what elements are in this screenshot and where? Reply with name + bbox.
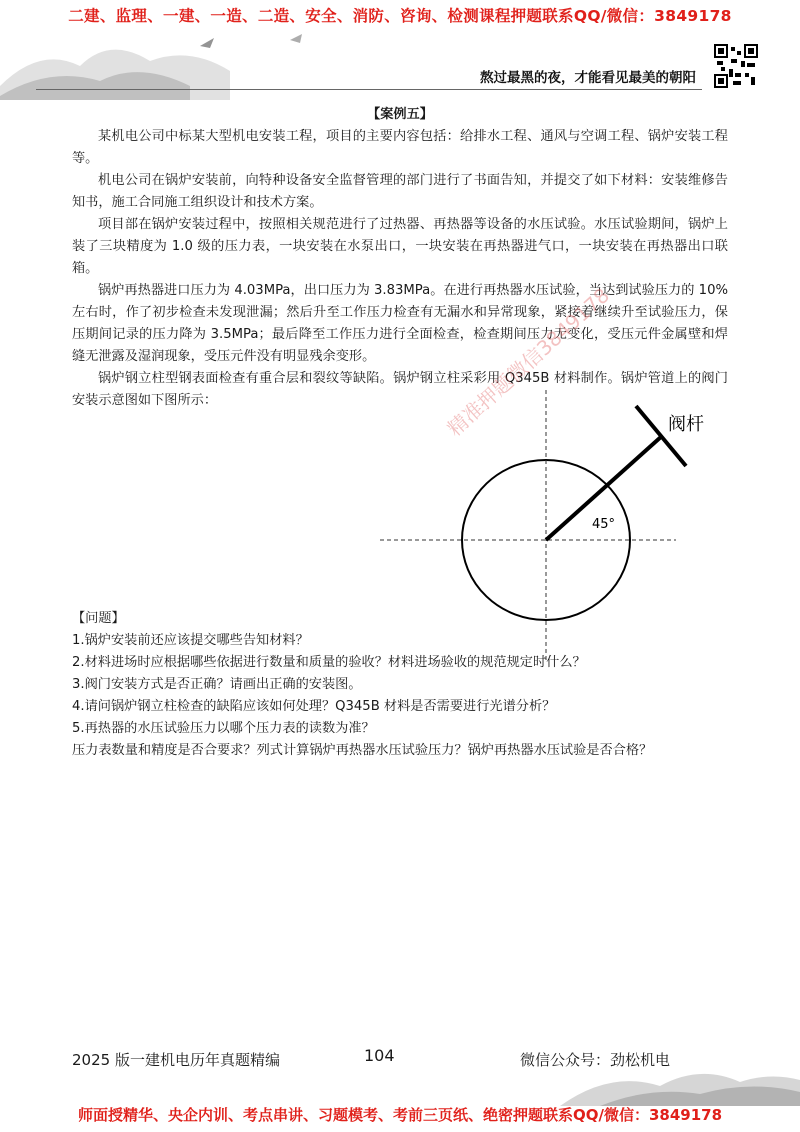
question-item: 1.锅炉安装前还应该提交哪些告知材料？	[72, 633, 309, 648]
footer-book-title: 2025 版一建机电历年真题精编	[72, 1051, 280, 1069]
case-title: 【案例五】	[367, 107, 433, 122]
case-content	[72, 104, 728, 412]
top-banner: 二建、监理、一建、一造、二造、安全、消防、咨询、检测课程押题联系QQ/微信：3849178	[68, 7, 732, 25]
question-item: 3.阀门安装方式是否正确？请画出正确的安装图。	[72, 677, 362, 692]
angle-label: 45°	[592, 517, 616, 532]
case-paragraph: 某机电公司中标某大型机电安装工程，项目的主要内容包括：给排水工程、通风与空调工程、锅炉安装工程等。	[72, 129, 728, 166]
valve-stem-label: 阀杆	[668, 414, 704, 435]
motto: 熬过最黑的夜，才能看见最美的朝阳	[480, 70, 696, 86]
case-paragraph: 锅炉钢立柱型钢表面检查有重合层和裂纹等缺陷。锅炉钢立柱采彩用 Q345B 材料制作。锅炉管道上的阀门安装示意图如下图所示：	[72, 371, 728, 408]
footer-wechat: 微信公众号：劲松机电	[520, 1051, 671, 1069]
header-divider	[36, 89, 702, 90]
questions-section	[72, 608, 728, 762]
case-paragraph: 项目部在锅炉安装过程中，按照相关规范进行了过热器、再热器等设备的水压试验。水压试验期间，锅炉上装了三块精度为 1.0 级的压力表，一块安装在水泵出口，一块安装在再热器进气口，一块安装在再热器出口联箱。	[72, 217, 728, 276]
case-paragraph: 锅炉再热器进口压力为 4.03MPa，出口压力为 3.83MPa。在进行再热器水压试验，当达到试验压力的 10%左右时，作了初步检查未发现泄漏；然后升至工作压力检查有无漏水和异常现象，紧接着继续升至试验压力，保压期间记录的压力降为 3.5MPa；最后降至工作压力进行全面检查，检查期间压力无变化，受压元件金属壁和焊缝无泄露及湿润现象，受压元件没有明显残余变形。	[72, 283, 728, 364]
page-number: 104	[364, 1046, 395, 1065]
question-item: 2.材料进场时应根据哪些依据进行数量和质量的验收？材料进场验收的规范规定时什么？	[72, 655, 586, 670]
qr-code-icon	[714, 44, 758, 88]
case-paragraph: 机电公司在锅炉安装前，向特种设备安全监督管理的部门进行了书面告知，并提交了如下材料：安装维修告知书，施工合同施工组织设计和技术方案。	[72, 173, 728, 210]
questions-heading: 【问题】	[72, 611, 125, 626]
bottom-banner: 师面授精华、央企内训、考点串讲、习题模考、考前三页纸、绝密押题联系QQ/微信：3849178	[77, 1106, 723, 1124]
question-item: 4.请问锅炉钢立柱检查的缺陷应该如何处理？Q345B 材料是否需要进行光谱分析？	[72, 699, 556, 714]
ink-landscape-footer	[0, 1060, 800, 1106]
watermark: 精准押题微信3849178	[442, 283, 615, 441]
question-item: 5.再热器的水压试验压力以哪个压力表的读数为准？	[72, 721, 375, 736]
question-item: 压力表数量和精度是否合要求？列式计算锅炉再热器水压试验压力？锅炉再热器水压试验是否合格？	[72, 743, 653, 758]
